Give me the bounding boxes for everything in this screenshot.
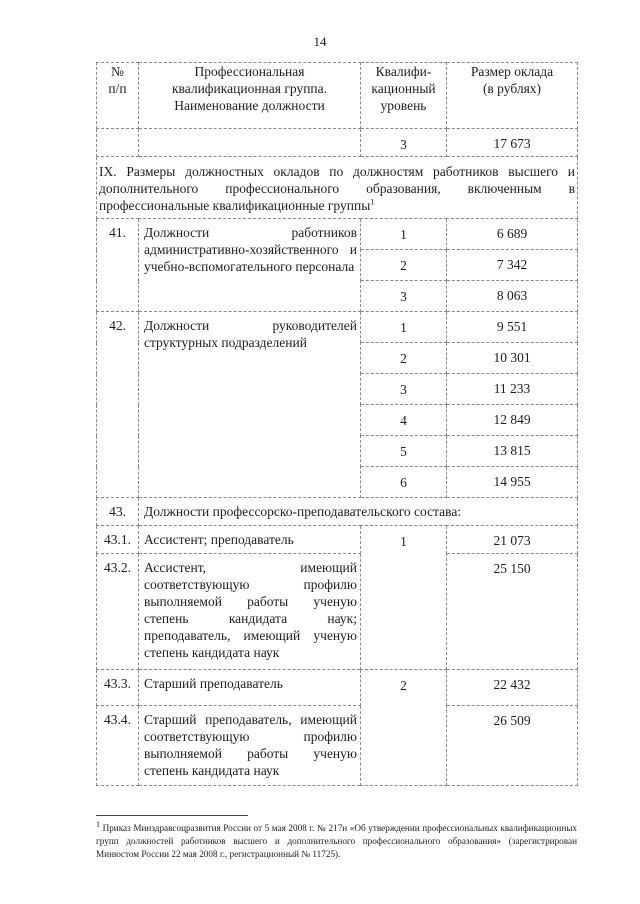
level-value: 2 xyxy=(400,351,407,366)
header-salary: Размер оклада (в рублях) xyxy=(447,63,578,129)
level-value: 1 xyxy=(400,227,407,242)
level-value: 5 xyxy=(400,444,407,459)
salary-value: 10 301 xyxy=(493,350,531,365)
footnote xyxy=(96,819,578,861)
table-row xyxy=(97,129,578,157)
group-name: Должности руководителей структурных подразделений xyxy=(139,312,361,498)
table-row xyxy=(97,498,578,526)
level-value: 2 xyxy=(400,678,407,693)
item-number: 43.3. xyxy=(97,670,139,706)
header-num: № п/п xyxy=(97,63,139,129)
table-row xyxy=(97,670,578,706)
page-number: 14 xyxy=(313,34,327,49)
salary-value: 21 073 xyxy=(493,533,531,548)
level-value: 1 xyxy=(400,320,407,335)
level-value: 4 xyxy=(400,413,407,428)
salary-value: 17 673 xyxy=(493,136,531,151)
salary-value: 9 551 xyxy=(496,319,528,334)
table-row xyxy=(97,312,578,343)
header-level: Квалифи- кационный уровень xyxy=(361,63,447,129)
item-name: Старший преподаватель, имеющий соответствующую профилю выполняемой работы ученую степень кандидата наук xyxy=(139,706,361,786)
level-value: 3 xyxy=(400,289,407,304)
salary-value: 26 509 xyxy=(493,713,531,728)
header-name: Профессиональная квалификационная группа. Наименование должности xyxy=(139,63,361,129)
salary-value: 25 150 xyxy=(493,561,531,576)
table-row xyxy=(97,706,578,786)
group-name: Должности профессорско-преподавательского состава: xyxy=(139,498,578,526)
item-number: 43.4. xyxy=(97,706,139,786)
salary-value: 12 849 xyxy=(493,412,531,427)
footnote-mark: 1 xyxy=(370,197,375,207)
footnote-divider xyxy=(96,815,248,816)
section-heading: IX. Размеры должностных окладов по должностям работников высшего и дополнительного профессионального образования, включенным в профессиональные квалификационные группы$^1$ xyxy=(97,157,578,219)
group-number: 42. xyxy=(97,312,139,498)
salary-value: 8 063 xyxy=(496,288,528,303)
salary-value: 7 342 xyxy=(496,257,528,272)
level-value: 3 xyxy=(400,382,407,397)
footnote-text: Приказ Минздравсоцразвития России от 5 мая 2008 г. № 217н «Об утверждении профессиональных квалификационных групп должностей работников высшего и дополнительного профессионального образования» (зарегистрирован Минюстом России 22 мая 2008 г., регистрационный № 11725). xyxy=(96,823,578,859)
item-name: Ассистент, имеющий соответствующую профилю выполняемой работы ученую степень кандидата наук; преподаватель, имеющий ученую степень кандидата наук xyxy=(139,554,361,670)
item-number: 43.1. xyxy=(97,526,139,554)
salary-value: 6 689 xyxy=(496,226,528,241)
table-row xyxy=(97,554,578,670)
table-row xyxy=(97,526,578,554)
level-value: 3 xyxy=(400,137,407,152)
salary-value: 13 815 xyxy=(493,443,531,458)
table-header-row xyxy=(97,63,578,129)
item-name: Старший преподаватель xyxy=(139,670,361,706)
level-value: 2 xyxy=(400,258,407,273)
salary-table xyxy=(96,62,578,786)
item-number: 43.2. xyxy=(97,554,139,670)
table-row xyxy=(97,219,578,250)
salary-value: 11 233 xyxy=(493,381,531,396)
salary-value: 22 432 xyxy=(493,677,531,692)
salary-value: 14 955 xyxy=(493,474,531,489)
group-number: 41. xyxy=(97,219,139,312)
level-value: 6 xyxy=(400,475,407,490)
group-name: Должности работников административно-хозяйственного и учебно-вспомогательного персонала xyxy=(139,219,361,312)
section-heading-row xyxy=(97,157,578,219)
level-value: 1 xyxy=(400,534,407,549)
group-number: 43. xyxy=(97,498,139,526)
item-name: Ассистент; преподаватель xyxy=(139,526,361,554)
footnote-number: 1 xyxy=(96,819,100,829)
